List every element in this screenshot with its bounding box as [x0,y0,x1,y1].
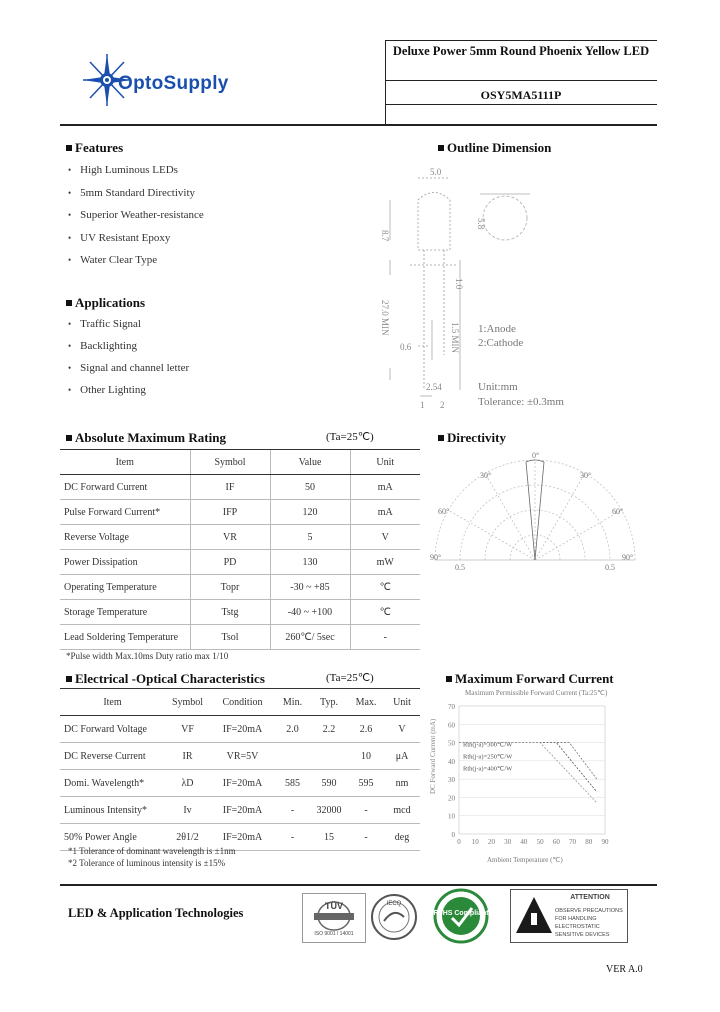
table-row: Storage Temperature Tstg -40 ~ +100 ℃ [60,600,420,625]
list-item: • Superior Weather-resistance [68,209,204,232]
footer-company: LED & Application Technologies [68,906,244,920]
y-tick-label: 70 [448,703,455,711]
part-number: OSY5MA5111P [480,88,562,102]
list-item: • Signal and channel letter [68,362,189,384]
x-tick-label: 0 [457,838,461,846]
chart-ylabel: DC Forward Current (mA) [429,718,437,794]
x-tick-label: 10 [471,838,479,846]
dim-label: 5.8 [476,218,486,230]
series-label: Rth(j-a)=250℃/W [463,753,513,761]
dim-label: 5.0 [430,167,442,177]
abs-max-table [60,449,420,650]
dim-label: 0.6 [400,342,412,352]
table-row: DC Reverse Current IR VR=5V 10 μA [60,743,420,770]
series-label: Rth(j-a)=300℃/W [463,741,513,749]
x-tick-label: 40 [520,838,528,846]
angle-label: 60° [438,507,450,516]
dim-label: 27.0 MIN [380,300,390,336]
dim-label: 1.0 [454,278,464,290]
brand-logo [82,52,282,112]
scale-label: 0.5 [455,563,465,572]
angle-label: 30° [480,471,492,480]
table-row: 50% Power Angle 2θ1/2 IF=20mA - 15 - deg [60,824,420,851]
outline-drawing [370,160,600,415]
legend-anode: 1:Anode [478,323,516,335]
electro-note-2: *2 Tolerance of luminous intensity is ±15% [68,858,226,868]
dim-label: 1.5 MIN [450,322,460,353]
list-item: • UV Resistant Epoxy [68,232,204,255]
table-row: Pulse Forward Current* IFP 120 mA [60,500,420,525]
y-tick-label: 0 [451,831,455,839]
y-tick-label: 20 [448,794,455,803]
x-tick-label: 70 [569,838,577,846]
table-header: Item Symbol Condition Min. Typ. Max. Unit [60,689,420,716]
scale-label: 0.5 [605,563,615,572]
directivity-chart [430,448,640,578]
angle-label: 0° [532,451,540,460]
brand-name: OptoSupply [118,73,229,94]
series-line [459,743,597,803]
applications-heading: Applications [66,295,145,311]
angle-label: 90° [430,553,442,562]
table-row: Lead Soldering Temperature Tsol 260℃/ 5sec - [60,625,420,650]
features-heading: Features [66,140,123,156]
y-tick-label: 40 [448,757,455,766]
list-item: • Water Clear Type [68,254,204,277]
table-row: Luminous Intensity* Iv IF=20mA - 32000 - mcd [60,797,420,824]
table-header: Item Symbol Value Unit [60,450,420,475]
dim-label: 1 [420,400,425,410]
directivity-heading: Directivity [438,430,506,446]
list-item: • Backlighting [68,340,189,362]
table-row: Operating Temperature Topr -30 ~ +85 ℃ [60,575,420,600]
y-tick-label: 10 [448,812,455,821]
esd-warning-icon [514,895,554,935]
rohs-badge: RoHS Compliant [428,888,494,944]
x-tick-label: 50 [536,838,544,846]
max-forward-chart [425,684,640,866]
table-row: Power Dissipation PD 130 mW [60,550,420,575]
x-tick-label: 80 [585,838,593,846]
x-tick-label: 60 [552,838,560,846]
abs-max-condition: (Ta=25℃) [326,431,374,443]
dim-label: 2.54 [426,382,442,392]
features-list [68,164,204,277]
list-item: • High Luminous LEDs [68,164,204,187]
max-forward-heading: Maximum Forward Current [446,671,614,687]
y-tick-label: 50 [448,739,455,748]
x-tick-label: 90 [601,838,609,846]
attention-esd-box: ATTENTION OBSERVE PRECAUTIONS FOR HANDLING ELECTROSTATIC SENSITIVE DEVICES [510,889,628,943]
abs-max-note: *Pulse width Max.10ms Duty ratio max 1/10 [66,651,229,661]
y-tick-label: 60 [448,721,455,730]
version-label: VER A.0 [606,964,643,975]
iecq-badge: IECQ [370,893,418,941]
x-tick-label: 30 [504,838,512,846]
product-title: Deluxe Power 5mm Round Phoenix Yellow LED [392,44,650,58]
electro-heading: Electrical -Optical Characteristics [66,671,265,687]
tuv-badge: TÜV ISO 9001 / 14001 [302,893,366,943]
legend-unit: Unit:mm [478,381,518,393]
angle-label: 30° [580,471,592,480]
list-item: • Traffic Signal [68,318,189,340]
y-tick-label: 30 [448,776,455,785]
applications-list [68,318,189,406]
table-row: Reverse Voltage VR 5 V [60,525,420,550]
electro-condition: (Ta=25℃) [326,672,374,684]
list-item: • Other Lighting [68,384,189,406]
series-label: Rth(j-a)=400℃/W [463,765,513,773]
table-row: DC Forward Voltage VF IF=20mA 2.0 2.2 2.6 V [60,716,420,743]
angle-label: 90° [622,553,634,562]
electro-note-1: *1 Tolerance of dominant wavelength is ±1nm [68,846,236,856]
abs-max-heading: Absolute Maximum Rating [66,430,226,446]
outline-heading: Outline Dimension [438,140,551,156]
chart-xlabel: Ambient Temperature (℃) [487,856,563,864]
x-tick-label: 20 [487,838,495,846]
angle-label: 60° [612,507,624,516]
electro-table [60,688,420,851]
table-row: Domi. Wavelength* λD IF=20mA 585 590 595 nm [60,770,420,797]
legend-tolerance: Tolerance: ±0.3mm [478,396,564,408]
dim-label: 2 [440,400,445,410]
chart-title: Maximum Permissible Forward Current (Ta:25℃) [465,689,608,697]
list-item: • 5mm Standard Directivity [68,187,204,210]
table-row: DC Forward Current IF 50 mA [60,475,420,500]
legend-cathode: 2:Cathode [478,337,524,349]
dim-label: 8.7 [380,230,390,242]
